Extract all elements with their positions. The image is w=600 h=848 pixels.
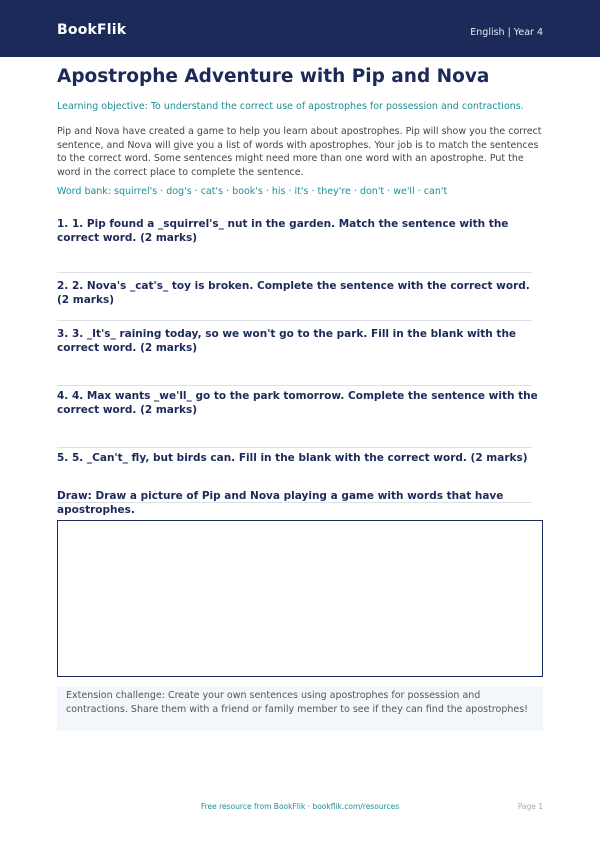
drawing-area[interactable]	[57, 520, 543, 677]
footer-resource-link[interactable]: Free resource from BookFlik · bookflik.com/resources	[200, 802, 400, 811]
extension-challenge: Extension challenge: Create your own sentences using apostrophes for possession and contractions. Share them with a friend or family member to see if they can find the apostrophes!	[57, 687, 543, 731]
question-2: 2. 2. Nova's _cat's_ toy is broken. Complete the sentence with the correct word. (2 marks)	[57, 280, 530, 306]
answer-line-4[interactable]	[57, 447, 532, 448]
brand-logo[interactable]: BookFlik	[57, 22, 127, 38]
question-3: 3. 3. _It's_ raining today, so we won't go to the park. Fill in the blank with the correct word. (2 marks)	[57, 328, 517, 354]
page-header	[0, 0, 600, 57]
question-5: 5. 5. _Can't_ fly, but birds can. Fill in the blank with the correct word. (2 marks)	[57, 452, 528, 464]
question-1: 1. 1. Pip found a _squirrel's_ nut in the garden. Match the sentence with the correct word. (2 marks)	[57, 218, 509, 244]
answer-line-1[interactable]	[57, 272, 532, 273]
draw-prompt-underline	[57, 502, 532, 503]
answer-line-2[interactable]	[57, 320, 532, 321]
answer-line-3[interactable]	[57, 385, 532, 386]
question-4: 4. 4. Max wants _we'll_ go to the park tomorrow. Complete the sentence with the correct word. (2 marks)	[57, 390, 538, 416]
page-title: Apostrophe Adventure with Pip and Nova	[57, 66, 490, 87]
subject-year-label: English | Year 4	[470, 27, 543, 38]
page-number: Page 1	[517, 802, 543, 811]
word-bank: Word bank: squirrel's · dog's · cat's · book's · his · it's · they're · don't · we'll · can't	[57, 186, 448, 197]
draw-prompt: Draw: Draw a picture of Pip and Nova playing a game with words that have apostrophes.	[57, 490, 504, 516]
learning-objective: Learning objective: To understand the correct use of apostrophes for possession and contractions.	[57, 101, 524, 112]
intro-paragraph: Pip and Nova have created a game to help you learn about apostrophes. Pip will show you the correct sentence, and Nova will give you a list of words with apostrophes. Your job is to match the sentences to the correct word. Some sentences might need more than one word with an apostrophe. Put the word in the correct place to complete the sentence.	[57, 126, 542, 178]
